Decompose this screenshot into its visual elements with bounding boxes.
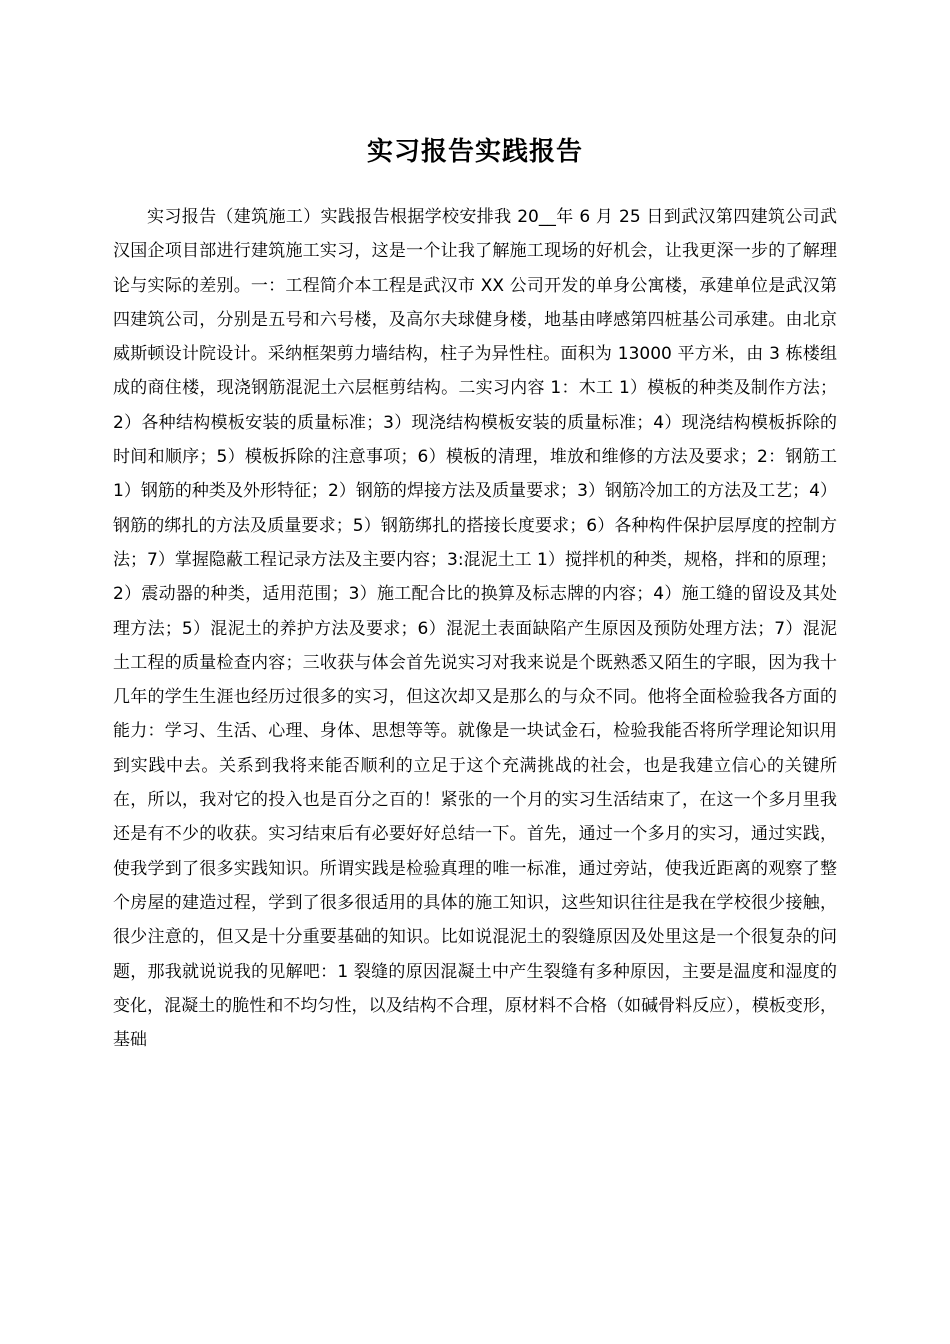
document-body-paragraph: 实习报告（建筑施工）实践报告根据学校安排我 20__年 6 月 25 日到武汉第四建筑公司武汉国企项目部进行建筑施工实习，这是一个让我了解施工现场的好机会，让我更深一步的了解理论与实际的差别。一：工程简介本工程是武汉市 XX 公司开发的单身公寓楼，承建单位是武汉第四建筑公司，分别是五号和六号楼，及高尔夫球健身楼，地基由哮感第四桩基公司承建。由北京威斯顿设计院设计。采纳框架剪力墙结构，柱子为异性柱。面积为 13000 平方米，由 3 栋楼组成的商住楼，现浇钢筋混泥土六层框剪结构。二实习内容 1：木工 1）模板的种类及制作方法；2）各种结构模板安装的质量标准；3）现浇结构模板安装的质量标准；4）现浇结构模板拆除的时间和顺序；5）模板拆除的注意事项；6）模板的清理，堆放和维修的方法及要求；2：钢筋工 1）钢筋的种类及外形特征；2）钢筋的焊接方法及质量要求；3）钢筋冷加工的方法及工艺；4）钢筋的绑扎的方法及质量要求；5）钢筋绑扎的搭接长度要求；6）各种构件保护层厚度的控制方法；7）掌握隐蔽工程记录方法及主要内容；3:混泥土工 1）搅拌机的种类，规格，拌和的原理；2）震动器的种类，适用范围；3）施工配合比的换算及标志牌的内容；4）施工缝的留设及其处理方法；5）混泥土的养护方法及要求；6）混泥土表面缺陷产生原因及预防处理方法；7）混泥土工程的质量检查内容；三收获与体会首先说实习对我来说是个既熟悉又陌生的字眼，因为我十几年的学生生涯也经历过很多的实习，但这次却又是那么的与众不同。他将全面检验我各方面的能力：学习、生活、心理、身体、思想等等。就像是一块试金石，检验我能否将所学理论知识用到实践中去。关系到我将来能否顺利的立足于这个充满挑战的社会，也是我建立信心的关键所在，所以，我对它的投入也是百分之百的！紧张的一个月的实习生活结束了，在这一个多月里我还是有不少的收获。实习结束后有必要好好总结一下。首先，通过一个多月的实习，通过实践，使我学到了很多实践知识。所谓实践是检验真理的唯一标准，通过旁站，使我近距离的观察了整个房屋的建造过程，学到了很多很适用的具体的施工知识，这些知识往往是我在学校很少接触，很少注意的，但又是十分重要基础的知识。比如说混泥土的裂缝原因及处里这是一个很复杂的问题，那我就说说我的见解吧：1 裂缝的原因混凝土中产生裂缝有多种原因，主要是温度和湿度的变化，混凝土的脆性和不均匀性，以及结构不合理，原材料不合格（如碱骨料反应），模板变形，基础 (113, 207, 837, 1051)
document-title: 实习报告实践报告 (366, 137, 583, 167)
